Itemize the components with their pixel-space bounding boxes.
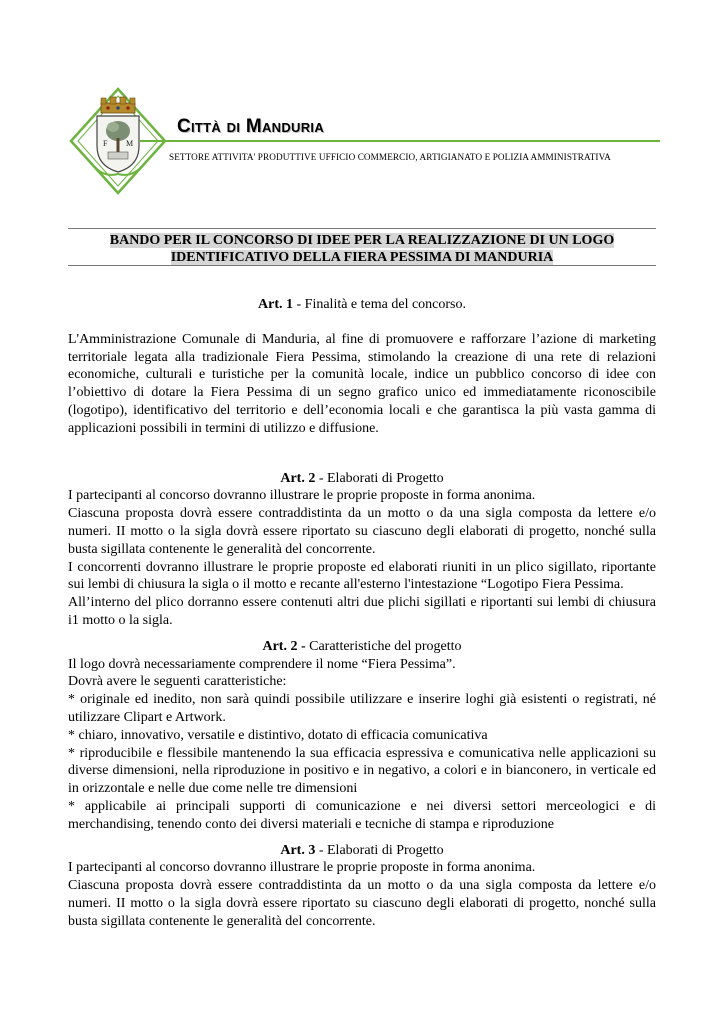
city-title: Città di Manduria (177, 116, 325, 137)
art2-label: Art. 2 (280, 470, 316, 486)
art1-heading (68, 296, 656, 314)
art2-heading (68, 470, 656, 488)
art1-paragraph: L'Amministrazione Comunale di Manduria, al fine di promuovere e rafforzare l’azione di marketing territoriale legata alla tradizionale Fiera Pessima, stimolando la creazione di una rete di relazioni economiche, culturali e turistiche per la comunità locale, indice un pubblico concorso di idee con l’obiettivo di dotare la Fiera Pessima di un segno grafico unico ed immediatamente riconoscibile (logotipo), identificativo del territorio e dell’economia locali e che garantisca la più vasta gamma di applicazioni possibili in termini di utilizzo e diffusione. (68, 331, 656, 436)
art3-heading-text: - Elaborati di Progetto (315, 842, 444, 858)
art1-heading-text: - Finalità e tema del concorso. (293, 297, 466, 312)
art1-label: Art. 1 (258, 297, 293, 312)
emblem-letter-m: M (126, 139, 134, 148)
header-divider (140, 140, 660, 142)
art2b-paragraph-2: Dovrà avere le seguenti caratteristiche: (68, 674, 287, 690)
emblem-letter-f: F (103, 139, 108, 148)
art2b-paragraph-1: Il logo dovrà necessariamente comprendere il nome “Fiera Pessima”. (68, 656, 456, 672)
art3-paragraph-1: I partecipanti al concorso dovranno illustrare le proprie proposte in forma anonima. (68, 860, 536, 876)
art2-paragraph-1: I partecipanti al concorso dovranno illustrare le proprie proposte in forma anonima. (68, 488, 536, 504)
art2-paragraph-2: Ciascuna proposta dovrà essere contraddistinta da un motto o da una sigla composta da lettere e/o numeri. II motto o la sigla dovrà essere riportato su ciascuno degli elaborati di progetto, nonché sulla busta sigillata contenente le generalità del concorrente. (68, 506, 656, 557)
art2b-bullet-2: * chiaro, innovativo, versatile e distintivo, dotato di efficacia comunicativa (68, 727, 488, 743)
document-title-line2: IDENTIFICATIVO DELLA FIERA PESSIMA DI MANDURIA (170, 250, 554, 265)
art3-heading (68, 842, 656, 860)
art2b-bullet-4: * applicabile ai principali supporti di comunicazione e nei diversi settori merceologici e di merchandising, tenendo conto dei diversi materiali e tecniche di stampa e riproduzione (68, 798, 656, 832)
art2b-bullet-1: * originale ed inedito, non sarà quindi possibile utilizzare e inserire loghi già esistenti o registrati, né utilizzare Clipart e Artwork. (68, 692, 656, 725)
title-bottom-rule (68, 265, 656, 266)
art2-paragraph-3: I concorrenti dovranno illustrare le proprie proposte ed elaborati riuniti in un plico sigillato, riportante sui lembi di chiusura la sigla o il motto e recante all'esterno l'intestazione “Logotipo Fiera Pessima. (68, 559, 656, 593)
title-top-rule (68, 228, 656, 229)
document-body (68, 296, 656, 931)
art2b-label: Art. 2 - (262, 638, 306, 654)
art3-label: Art. 3 (280, 842, 316, 858)
art2-heading-text: - Elaborati di Progetto (315, 470, 444, 486)
art2b-heading (68, 638, 656, 656)
document-title (68, 232, 656, 266)
sector-subtitle: SETTORE ATTIVITA' PRODUTTIVE UFFICIO COMMERCIO, ARTIGIANATO E POLIZIA AMMINISTRATIVA (169, 152, 611, 162)
art2b-heading-text: Caratteristiche del progetto (305, 638, 462, 654)
art3-paragraph-2: Ciascuna proposta dovrà essere contraddistinta da un motto o da una sigla composta da lettere e/o numeri. II motto o la sigla dovrà essere riportato su ciascuno degli elaborati di progetto, nonché sulla busta sigillata contenente le generalità del concorrente. (68, 878, 656, 929)
art2b-bullet-3: * riproducibile e flessibile mantenendo la sua efficacia espressiva e comunicativa nelle applicazioni su diverse dimensioni, nella riproduzione in positivo e in negativo, a colori e in bianconero, in verticale ed in orizzontale e nelle due come nelle tre dimensioni (68, 745, 656, 797)
art2-paragraph-4: All’interno del plico dorranno essere contenuti altri due plichi sigillati e riportanti sui lembi di chiusura i1 motto o la sigla. (68, 595, 656, 628)
document-title-line1: BANDO PER IL CONCORSO DI IDEE PER LA REALIZZAZIONE DI UN LOGO (109, 233, 615, 248)
